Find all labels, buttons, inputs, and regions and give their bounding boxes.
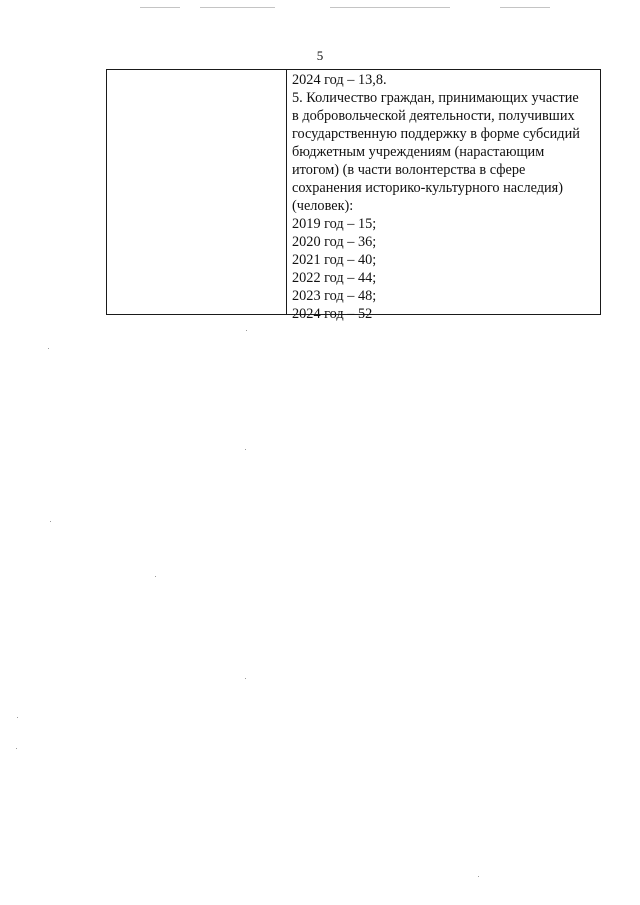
scan-speck [17, 717, 18, 718]
table-text-line: итогом) (в части волонтерства в сфере [292, 162, 526, 178]
table-text-line: 2024 год – 13,8. [292, 72, 387, 88]
page-number: 5 [316, 48, 324, 63]
scan-speck [16, 748, 17, 749]
table-text-line: бюджетным учреждениям (нарастающим [292, 144, 545, 160]
scan-artifact-top [200, 7, 275, 8]
scan-speck [246, 330, 247, 331]
scan-speck [245, 678, 246, 679]
table-text-line: в добровольческой деятельности, получивших [292, 108, 575, 124]
scan-artifact-top [500, 7, 550, 8]
scan-speck [245, 449, 246, 450]
table-text-line: государственную поддержку в форме субсидий [292, 126, 580, 142]
table-text-line: 2020 год – 36; [292, 234, 377, 250]
scan-speck [478, 876, 479, 877]
table-text-line: 5. Количество граждан, принимающих участие [292, 90, 579, 106]
document-table [106, 69, 601, 322]
table-text-line: (человек): [292, 198, 354, 214]
scan-speck [50, 521, 51, 522]
table-left-cell [107, 70, 287, 314]
table-text-line: сохранения историко-культурного наследия) [292, 180, 564, 196]
scan-speck [155, 576, 156, 577]
table-text-line: 2023 год – 48; [292, 288, 377, 304]
table-text-line: 2021 год – 40; [292, 252, 377, 268]
scan-speck [48, 348, 49, 349]
scan-artifact-top [140, 7, 180, 8]
table-text-line: 2019 год – 15; [292, 216, 377, 232]
table-text-line: 2022 год – 44; [292, 270, 377, 286]
scan-artifact-top [330, 7, 450, 8]
table-text-line: 2024 год – 52 [292, 306, 373, 322]
table-right-cell [287, 70, 600, 322]
